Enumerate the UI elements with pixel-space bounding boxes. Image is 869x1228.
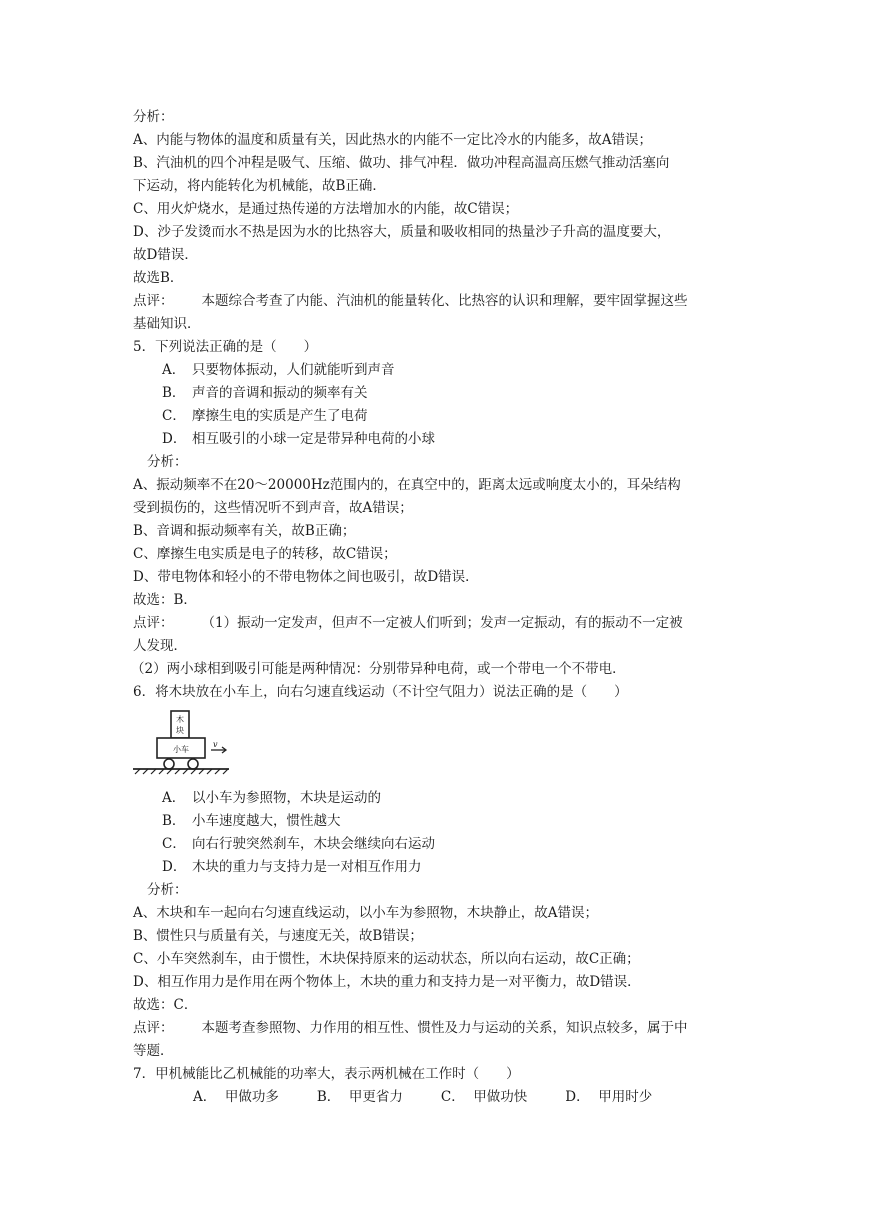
- comment-line: [133, 290, 688, 312]
- q5-option-d: D． 相互吸引的小球一定是带异种电荷的小球: [162, 431, 435, 447]
- answer-line: 故选B．: [133, 270, 184, 286]
- cart-block-figure: [131, 707, 231, 775]
- q5-option-a: A． 只要物体振动，人们就能听到声音: [162, 362, 395, 378]
- analysis-label: 分析：: [147, 454, 188, 470]
- comment-line: [133, 612, 683, 634]
- answer-line: 故选：C．: [133, 997, 198, 1013]
- comment-text: 本题考查参照物、力作用的相互性、惯性及力与运动的关系，知识点较多，属于中: [201, 1020, 688, 1036]
- q7-option-b: B． 甲更省力: [316, 1089, 403, 1105]
- question-7: 7．甲机械能比乙机械能的功率大，表示两机械在工作时（ ）: [133, 1066, 520, 1082]
- analysis-line: D、带电物体和轻小的不带电物体之间也吸引，故D错误．: [133, 569, 479, 585]
- comment-line: [133, 1017, 688, 1039]
- q7-option-c: C． 甲做功快: [440, 1089, 528, 1105]
- analysis-line: C、摩擦生电实质是电子的转移，故C错误；: [133, 546, 397, 562]
- comment-text: 本题综合考查了内能、汽油机的能量转化、比热容的认识和理解，要牢固掌握这些: [201, 293, 688, 309]
- question-5: 5．下列说法正确的是（ ）: [133, 339, 318, 355]
- comment-label: 点评：: [133, 1020, 174, 1036]
- velocity-label: v: [213, 740, 218, 749]
- q6-option-c: C． 向右行驶突然刹车，木块会继续向右运动: [162, 836, 435, 852]
- analysis-line: C、小车突然刹车，由于惯性，木块保持原来的运动状态，所以向右运动，故C正确；: [133, 951, 640, 967]
- comment-text: （1）振动一定发声，但声不一定被人们听到；发声一定振动，有的振动不一定被: [201, 615, 683, 631]
- analysis-line: A、振动频率不在20～20000Hz范围内的，在真空中的，距离太远或响度太小的，耳朵结构: [133, 477, 681, 493]
- cart-wheel-left: [164, 759, 174, 769]
- analysis-line: C、用火炉烧水，是通过热传递的方法增加水的内能，故C错误；: [133, 201, 519, 217]
- comment-line: 等题．: [133, 1043, 174, 1059]
- comment-line: 基础知识．: [133, 316, 201, 332]
- q7-option-d: D． 甲用时少: [565, 1089, 653, 1105]
- analysis-line: 受到损伤的，这些情况听不到声音，故A错误；: [133, 500, 413, 516]
- analysis-line: D、相互作用力是作用在两个物体上，木块的重力和支持力是一对平衡力，故D错误．: [133, 974, 641, 990]
- analysis-label: 分析：: [133, 109, 174, 125]
- cart-wheel-right: [188, 759, 198, 769]
- block-label-bottom: 块: [176, 726, 184, 735]
- q5-option-c: C． 摩擦生电的实质是产生了电荷: [162, 408, 368, 424]
- question-6: 6．将木块放在小车上，向右匀速直线运动（不计空气阻力）说法正确的是（ ）: [133, 684, 628, 700]
- q6-option-a: A． 以小车为参照物，木块是运动的: [162, 790, 381, 806]
- analysis-line: B、汽油机的四个冲程是吸气、压缩、做功、排气冲程．做功冲程高温高压燃气推动活塞向: [133, 155, 670, 171]
- q7-option-a: A． 甲做功多: [193, 1089, 279, 1105]
- comment-line: 人发现．: [133, 638, 187, 654]
- q6-option-b: B． 小车速度越大，惯性越大: [162, 813, 341, 829]
- q5-option-b: B． 声音的音调和振动的频率有关: [162, 385, 368, 401]
- comment-label: 点评：: [133, 293, 174, 309]
- analysis-label: 分析：: [147, 882, 188, 898]
- cart-label: 小车: [173, 745, 189, 754]
- comment-label: 点评：: [133, 615, 174, 631]
- block-label-top: 木: [176, 715, 184, 724]
- analysis-line: B、音调和振动频率有关，故B正确；: [133, 523, 356, 539]
- analysis-line: 故D错误．: [133, 247, 198, 263]
- comment-line: （2）两小球相到吸引可能是两种情况：分别带异种电荷，或一个带电一个不带电．: [131, 661, 626, 677]
- q7-options-row: [193, 1086, 690, 1108]
- answer-line: 故选：B．: [133, 592, 197, 608]
- analysis-line: 下运动，将内能转化为机械能，故B正确．: [133, 178, 386, 194]
- analysis-line: D、沙子发烫而水不热是因为水的比热容大，质量和吸收相同的热量沙子升高的温度要大，: [133, 224, 671, 240]
- analysis-line: A、内能与物体的温度和质量有关，因此热水的内能不一定比冷水的内能多，故A错误；: [133, 132, 652, 148]
- q6-option-d: D． 木块的重力与支持力是一对相互作用力: [162, 859, 422, 875]
- analysis-line: A、木块和车一起向右匀速直线运动，以小车为参照物，木块静止，故A错误；: [133, 905, 598, 921]
- analysis-line: B、惯性只与质量有关，与速度无关，故B错误；: [133, 928, 423, 944]
